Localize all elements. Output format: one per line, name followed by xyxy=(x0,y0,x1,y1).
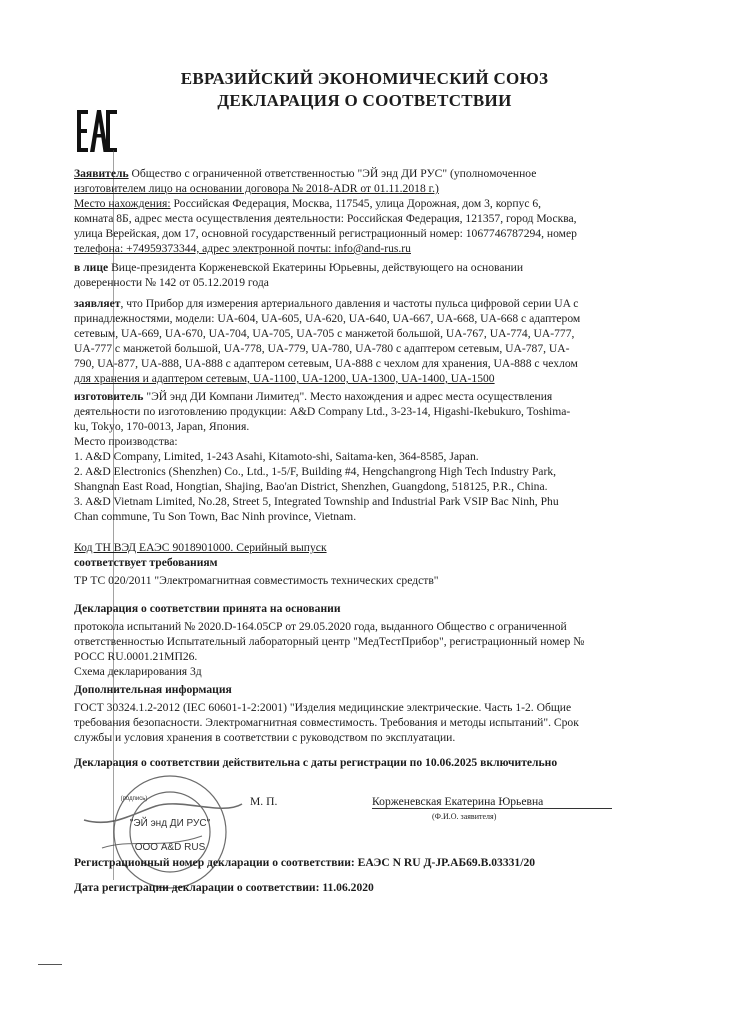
registration-date: Дата регистрации декларации о соответствии: 11.06.2020 xyxy=(74,881,374,894)
production-site-3a: 3. A&D Vietnam Limited, No.28, Street 5, Integrated Township and Industrial Park VSIP Bac Ninh, Phu xyxy=(74,495,559,508)
manufacturer-label: изготовитель xyxy=(74,390,144,403)
production-label: Место производства: xyxy=(74,435,178,448)
scan-dash-artifact xyxy=(38,964,62,965)
person-section xyxy=(74,260,654,290)
eac-logo-icon xyxy=(76,108,118,154)
location-line3: улица Верейская, дом 17, основной государственный регистрационный номер: 1067746787294, номер xyxy=(74,227,577,240)
statement-line6: для хранения и адаптером сетевым, UA-1100, UA-1200, UA-1300, UA-1400, UA-1500 xyxy=(74,372,495,385)
statement-line1: , что Прибор для измерения артериального давления и частоты пульса цифровой серии UA с xyxy=(120,297,579,310)
person-line1: Вице-президента Корженевской Екатерины Юрьевны, действующего на основании xyxy=(108,261,524,274)
statement-section xyxy=(74,296,654,386)
title-union: ЕВРАЗИЙСКИЙ ЭКОНОМИЧЕСКИЙ СОЮЗ xyxy=(180,69,549,88)
stamp-sign-caption: (подпись) xyxy=(120,796,148,802)
applicant-section xyxy=(74,166,654,256)
stamp-text-2: ООО A&D RUS xyxy=(134,842,206,853)
basis-label: Декларация о соответствии принята на основании xyxy=(74,602,341,615)
company-stamp-icon xyxy=(72,758,250,890)
code-section xyxy=(74,540,654,588)
validity-line: Декларация о соответствии действительна с даты регистрации по 10.06.2025 включительно xyxy=(74,756,558,769)
complies-label: соответствует требованиям xyxy=(74,556,218,569)
registration-number: Регистрационный номер декларации о соответствии: ЕАЭС N RU Д-JP.АБ69.В.03331/20 xyxy=(74,856,536,869)
production-site-1: 1. A&D Company, Limited, 1-243 Asahi, Kitamoto-shi, Saitama-ken, 364-8585, Japan. xyxy=(74,450,479,463)
manufacturer-line1: "ЭЙ энд ДИ Компани Лимитед". Место нахождения и адрес места осуществления xyxy=(143,390,553,403)
basis-line3: РОСС RU.0001.21МП26. xyxy=(74,650,198,663)
basis-line1: протокола испытаний № 2020.D-164.05СР от 29.05.2020 года, выданного Общество с ограниченной xyxy=(74,620,567,633)
location-line2: комната 8Б, адрес места осуществления деятельности: Российская Федерация, 121357, город Москва, xyxy=(74,212,577,225)
location-line4: телефона: +74959373344, адрес электронной почты: info@and-rus.ru xyxy=(74,242,411,255)
applicant-line1: Общество с ограниченной ответственностью "ЭЙ энд ДИ РУС" (уполномоченное xyxy=(128,167,537,180)
basis-section xyxy=(74,601,654,679)
stamp-text-1: "ЭЙ энд ДИ РУС" xyxy=(129,818,211,829)
additional-line1: ГОСТ 30324.1.2-2012 (IEC 60601-1-2:2001) "Изделия медицинские электрические. Часть 1-2. Общие xyxy=(74,701,572,714)
manufacturer-line3: ku, Tokyo, 170-0013, Japan, Япония. xyxy=(74,420,250,433)
location-label: Место нахождения: xyxy=(74,197,171,210)
statement-line5: 790, UA-877, UA-888, UA-888 с адаптером сетевым, UA-888 с чехлом для хранения, UA-888 с чехлом xyxy=(74,357,578,370)
additional-line3: службы и условия хранения в соответствии с руководством по эксплуатации. xyxy=(74,731,456,744)
statement-label: заявляет xyxy=(74,297,121,310)
registration-date-section xyxy=(74,880,654,895)
additional-label: Дополнительная информация xyxy=(74,683,232,696)
applicant-label: Заявитель xyxy=(74,167,129,180)
mp-label: М. П. xyxy=(250,795,278,808)
person-line2: доверенности № 142 от 05.12.2019 года xyxy=(74,276,269,289)
statement-line4: UA-777 с манжетой большой, UA-778, UA-779, UA-780, UA-780 с адаптером сетевым, UA-787, UA- xyxy=(74,342,570,355)
additional-line2: требования безопасности. Электромагнитная совместимость. Требования и методы испытаний". Срок xyxy=(74,716,579,729)
location-line1: Российская Федерация, Москва, 117545, улица Дорожная, дом 3, корпус 6, xyxy=(170,197,542,210)
regulation-line: ТР ТС 020/2011 "Электромагнитная совместимость технических средств" xyxy=(74,574,439,587)
hs-code-line: Код ТН ВЭД ЕАЭС 9018901000. Серийный выпуск xyxy=(74,541,327,554)
signatory-caption: (Ф.И.О. заявителя) xyxy=(432,812,497,821)
basis-line2: ответственностью Испытательный лабораторный центр "МедТестПрибор", регистрационный номер № xyxy=(74,635,585,648)
person-label: в лице xyxy=(74,261,109,274)
additional-section xyxy=(74,682,654,745)
production-site-2b: Shangnan East Road, Hongtian, Shajing, Bao'an District, Shenzhen, Guangdong, 518125, P.R., China. xyxy=(74,480,548,493)
manufacturer-line2: деятельности по изготовлению продукции: A&D Company Ltd., 3-23-14, Higashi-Ikebukuro, Toshima- xyxy=(74,405,571,418)
signatory-name: Корженевская Екатерина Юрьевна xyxy=(372,795,612,809)
registration-section xyxy=(74,855,654,870)
statement-line3: сетевым, UA-669, UA-670, UA-704, UA-705, UA-705 с манжетой большой, UA-767, UA-774, UA-777, xyxy=(74,327,575,340)
title-declaration: ДЕКЛАРАЦИЯ О СООТВЕТСТВИИ xyxy=(217,91,512,110)
production-site-3b: Chan commune, Tu Son Town, Bac Ninh province, Vietnam. xyxy=(74,510,357,523)
statement-line2: принадлежностями, модели: UA-604, UA-605, UA-620, UA-640, UA-667, UA-668, UA-668 с адаптером xyxy=(74,312,581,325)
scheme-line: Схема декларирования 3д xyxy=(74,665,202,678)
manufacturer-section xyxy=(74,389,654,524)
production-site-2a: 2. A&D Electronics (Shenzhen) Co., Ltd., 1-5/F, Building #4, Hengchangrong High Tech Industry Park, xyxy=(74,465,557,478)
applicant-line2: изготовителем лицо на основании договора № 2018-ADR от 01.11.2018 г.) xyxy=(74,182,439,195)
